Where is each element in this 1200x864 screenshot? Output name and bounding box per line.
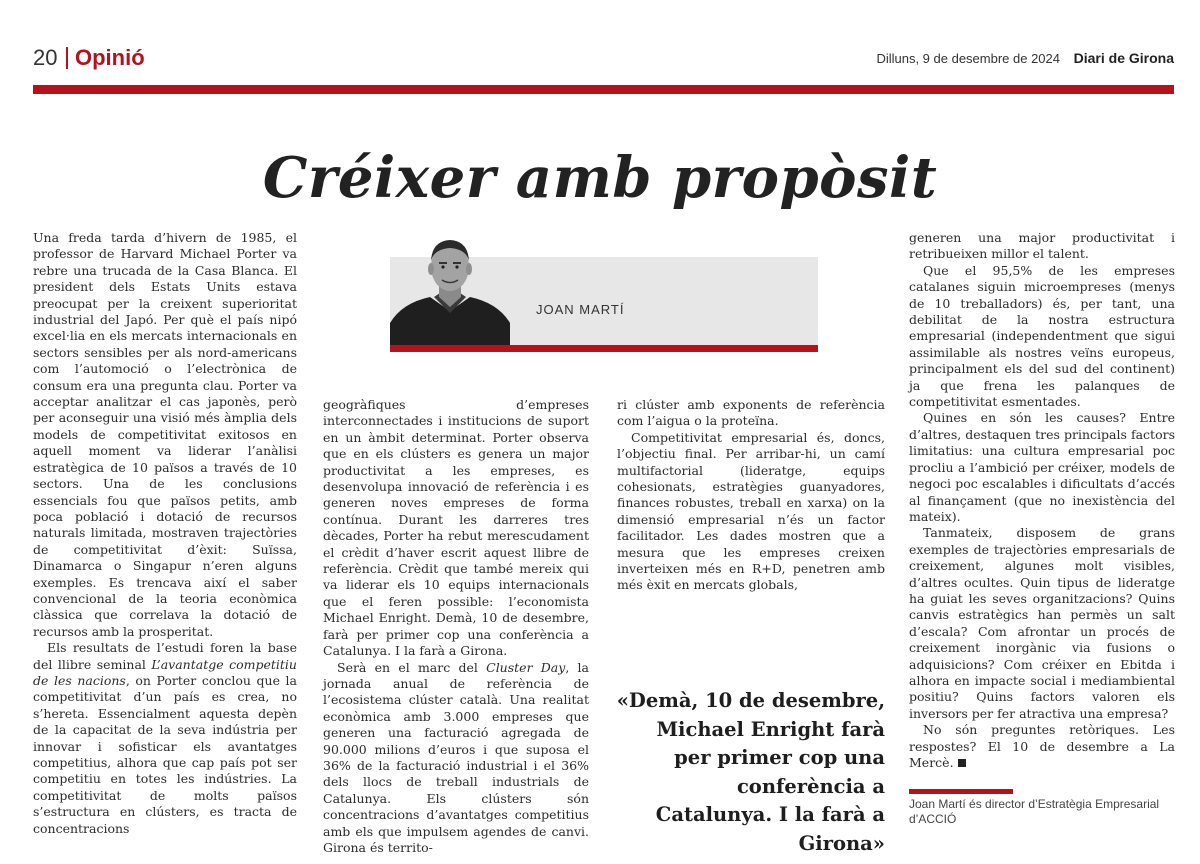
- paragraph: Quines en són les causes? Entre d’altres, destaquen tres principals factors limitatius: una cultura empresarial poc proclіu a l’ambició per créixer, models de negoci poc escalables i dificultats d’accés al finançament (que no inexistència del mateix).: [909, 410, 1175, 524]
- header-rule: [33, 85, 1174, 94]
- issue-date: Dilluns, 9 de desembre de 2024: [876, 51, 1060, 66]
- paragraph-text: , on Porter conclou que la competitivitat d’un país es crea, no s’hereta. Essencialment aquesta depèn de la capacitat de la seva indústria per innovar i sofisticar els avantatges competitius, alhora que cap país pot ser competitiu en totes les indústries. La competitivitat de molts països s’estructura en clústers, es tracta de concentracions: [33, 672, 297, 836]
- author-name: JOAN MARTÍ: [536, 302, 625, 317]
- paragraph: geogràfiques d’empreses interconnectades i institucions de suport en un àmbit determinat. Porter observa que en els clústers es genera un major productivitat a les empreses, es desenvolupa innovació de referència i es generen noves empreses de forma contínua. Durant les darreres tres dècades, Porter ha rebut merescudament el crèdit d’haver escrit aquest llibre de referència. Crèdit que també mereix qui va liderar els 10 equips internacionals que el feren possible: l’economista Michael Enright. Demà, 10 de desembre, farà per primer cop una conferència a Catalunya. I la farà a Girona.: [323, 397, 589, 659]
- newspaper-name: Diari de Girona: [1073, 50, 1174, 66]
- paragraph: [909, 722, 1175, 771]
- author-photo: [390, 231, 510, 345]
- article-column-2: [323, 397, 589, 856]
- paragraph-text: No són preguntes retòriques. Les respostes? El 10 de desembre a La Mercè.: [909, 722, 1175, 770]
- bio-rule: [909, 789, 1013, 794]
- paragraph: [33, 640, 297, 837]
- article-column-4: [909, 230, 1175, 771]
- paragraph: ri clúster amb exponents de referència com l’aigua o la proteïna.: [617, 397, 885, 429]
- paragraph: generen una major productivitat i retribueixen millor el talent.: [909, 230, 1175, 262]
- black-square-icon: [958, 759, 966, 767]
- article-column-1: [33, 230, 297, 837]
- page-number: 20: [33, 45, 58, 70]
- author-bio: Joan Martí és director d’Estratègia Empresarial d’ACCIÓ: [909, 797, 1160, 826]
- author-rule: [390, 345, 818, 352]
- paragraph-text: Els resultats de l’estudi foren la base del llibre seminal: [33, 640, 297, 672]
- paragraph: [323, 660, 589, 857]
- paragraph: Competitivitat empresarial és, doncs, l’objectiu final. Per arribar-hi, un camí multifactorial (lideratge, equips cohesionats, estratègies guanyadores, finances robustes, treball en xarxa) on la dimensió empresarial n’és un factor facilitador. Les dades mostren que a mesura que les empreses creixen inverteixen més en R+D, penetren amb més èxit en mercats globals,: [617, 429, 885, 593]
- paragraph-text: Serà en el marc del: [337, 659, 487, 675]
- paragraph: Una freda tarda d’hivern de 1985, el professor de Harvard Michael Porter va rebre una trucada de la Casa Blanca. El president dels Estats Units estava preocupat per la creixent superioritat industrial del Japó. Per què el país nipó excel·lia en els mercats internacionals en sectors sensibles per als nord-americans com l’automoció o l’electrònica de consum era una pregunta clau. Porter va acceptar analitzar el cas japonès, però per aconseguir una visió més àmplia dels models de competitivitat exitosos en aquell moment va liderar l’anàlisi estratègica de 10 països a través de 10 sectors. Una de les conclusions essencials fou que països petits, amb poca població i dotació de recursos naturals limitada, mostraven trajectòries de competitivitat d’èxit: Suïssa, Dinamarca o Singapur n’eren alguns exemples. Es trencava així el saber convencional de la teoria econòmica clàssica que correlava la dotació de recursos amb la prosperitat.: [33, 230, 297, 639]
- pull-quote: «Demà, 10 de desembre, Michael Enright farà per primer cop una conferència a Catalunya. I la farà a Girona»: [616, 689, 885, 855]
- header-separator: [66, 47, 68, 69]
- article-title: Créixer amb propòsit: [262, 145, 938, 211]
- paragraph-text: , la jornada anual de referència de l’ecosistema clúster català. Una realitat econòmica amb 3.000 empreses que generen una facturació agregada de 90.000 milions d’euros i que suposa el 36% de la facturació industrial i el 36% dels llocs de treball industrials de Catalunya. Els clústers són concentracions d’avantatges competitius amb els que impulsem agendes de canvi. Girona és territo-: [323, 659, 589, 855]
- section-name: Opinió: [75, 45, 145, 70]
- paragraph: Tanmateix, disposem de grans exemples de trajectòries empresarials de creixement, algunes molt visibles, d’altres ocultes. Quin tipus de lideratge ha guiat les seves organitzacions? Quins canvis estratègics han permès un salt d’escala? Com afrontar un procés de creixement inorgànic via fusions o adquisicions? Com créixer en Ebitda i alhora en impacte social i mediambiental positiu? Quins factors valoren els inversors per fer atractiva una empresa?: [909, 525, 1175, 721]
- event-name: Cluster Day: [486, 659, 566, 675]
- paragraph: Que el 95,5% de les empreses catalanes siguin microempreses (menys de 10 treballadors) és, per tant, una debilitat de la nostra estructura empresarial (independentment que sigui assimilable als nostres veïns europeus, principalment els del sud del continent) ja que frena les palanques de competitivitat esmentades.: [909, 262, 1175, 410]
- book-title: L’avantatge competitiu de les nacions: [33, 656, 297, 688]
- article-column-3: [617, 397, 885, 594]
